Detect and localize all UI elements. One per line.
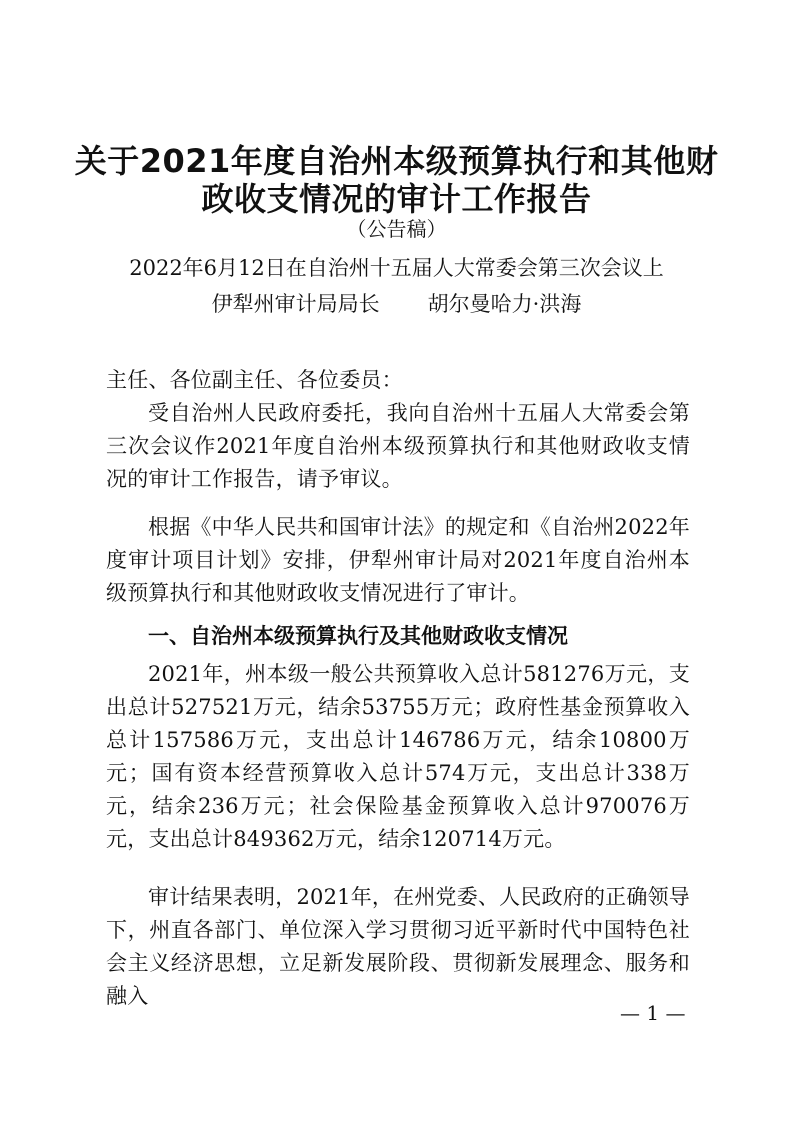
paragraph-intro: 受自治州人民政府委托，我向自治州十五届人大常委会第三次会议作2021年度自治州本级预算执行和其他财政收支情况的审计工作报告，请予审议。 [106, 401, 690, 491]
document-title-line-2: 政收支情况的审计工作报告 [201, 180, 592, 218]
page-number: — 1 — [620, 1001, 686, 1025]
section-heading: 一、自治州本级预算执行及其他财政收支情况 [148, 624, 568, 648]
salutation: 主任、各位副主任、各位委员： [106, 368, 403, 392]
reporter-line [0, 290, 793, 318]
meeting-info: 2022年6月12日在自治州十五届人大常委会第三次会议上 [129, 256, 664, 280]
reporter-name: 胡尔曼哈力·洪海 [427, 292, 582, 316]
reporter-title: 伊犁州审计局局长 [211, 292, 380, 316]
paragraph-basis: 根据《中华人民共和国审计法》的规定和《自治州2022年度审计项目计划》安排，伊犁州审计局对2021年度自治州本级预算执行和其他财政收支情况进行了审计。 [106, 515, 690, 605]
paragraph-audit-results: 审计结果表明，2021年，在州党委、人民政府的正确领导下，州直各部门、单位深入学习贯彻习近平新时代中国特色社会主义经济思想，立足新发展阶段、贯彻新发展理念、服务和融入 [106, 885, 690, 1008]
document-subtitle: （公告稿） [346, 217, 447, 241]
document-title-line-1: 关于2021年度自治州本级预算执行和其他财 [74, 142, 719, 180]
paragraph-budget-figures: 2021年，州本级一般公共预算收入总计581276万元，支出总计527521万元，结余53755万元；政府性基金预算收入总计157586万元，支出总计146786万元，结余10800万元；国有资本经营预算收入总计574万元，支出总计338万元，结余236万元；社会保险基金预算收入总计970076万元，支出总计849362万元，结余120714万元。 [106, 662, 690, 851]
